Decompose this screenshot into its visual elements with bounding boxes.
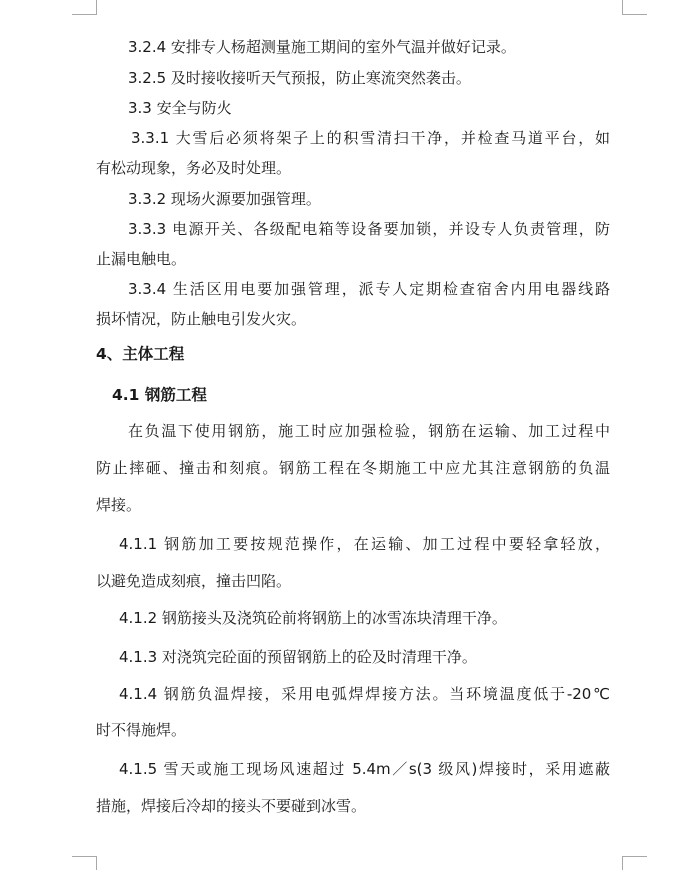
paragraph-4-1-5-line-1: 4.1.5 雪天或施工现场风速超过 5.4m／s(3 级风)焊接时，采用遮蔽	[119, 760, 610, 778]
paragraph-3-3-3-line-1: 3.3.3 电源开关、各级配电箱等设备要加锁，并设专人负责管理，防	[128, 220, 610, 238]
paragraph-4-1-1-line-1: 4.1.1 钢筋加工要按规范操作，在运输、加工过程中要轻拿轻放，	[119, 535, 610, 553]
section-heading-3-3: 3.3 安全与防火	[128, 99, 232, 117]
paragraph-4-1-line-1: 在负温下使用钢筋，施工时应加强检验，钢筋在运输、加工过程中	[128, 422, 610, 440]
paragraph-3-3-4-line-1: 3.3.4 生活区用电要加强管理，派专人定期检查宿舍内用电器线路	[128, 280, 610, 298]
paragraph-4-1-3: 4.1.3 对浇筑完砼面的预留钢筋上的砼及时清理干净。	[119, 648, 477, 666]
margin-corner-bottom-left	[72, 856, 97, 870]
margin-corner-bottom-right	[622, 856, 647, 870]
paragraph-4-1-1-line-2: 以避免造成刻痕，撞击凹陷。	[96, 572, 292, 590]
paragraph-3-3-1-line-2: 有松动现象，务必及时处理。	[96, 159, 292, 177]
paragraph-4-1-line-3: 焊接。	[96, 496, 142, 514]
chapter-heading-4: 4、主体工程	[96, 345, 185, 363]
paragraph-3-2-4: 3.2.4 安排专人杨超测量施工期间的室外气温并做好记录。	[128, 38, 516, 56]
paragraph-4-1-line-2: 防止摔砸、撞击和刻痕。钢筋工程在冬期施工中应尤其注意钢筋的负温	[96, 459, 610, 477]
paragraph-4-1-5-line-2: 措施，焊接后冷却的接头不要碰到冰雪。	[96, 797, 367, 815]
paragraph-3-3-1-line-1: 3.3.1 大雪后必须将架子上的积雪清扫干净，并检查马道平台，如	[131, 129, 610, 147]
paragraph-3-3-3-line-2: 止漏电触电。	[96, 250, 187, 268]
paragraph-4-1-2: 4.1.2 钢筋接头及浇筑砼前将钢筋上的冰雪冻块清理干净。	[119, 609, 507, 627]
paragraph-4-1-4-line-1: 4.1.4 钢筋负温焊接，采用电弧焊焊接方法。当环境温度低于-20℃	[119, 685, 610, 703]
paragraph-4-1-4-line-2: 时不得施焊。	[96, 721, 187, 739]
paragraph-3-2-5: 3.2.5 及时接收接听天气预报，防止寒流突然袭击。	[128, 69, 471, 87]
section-heading-4-1: 4.1 钢筋工程	[112, 386, 207, 404]
margin-corner-top-left	[72, 0, 97, 15]
paragraph-3-3-2: 3.3.2 现场火源要加强管理。	[128, 190, 321, 208]
paragraph-3-3-4-line-2: 损坏情况，防止触电引发火灾。	[96, 310, 307, 328]
margin-corner-top-right	[622, 0, 647, 15]
